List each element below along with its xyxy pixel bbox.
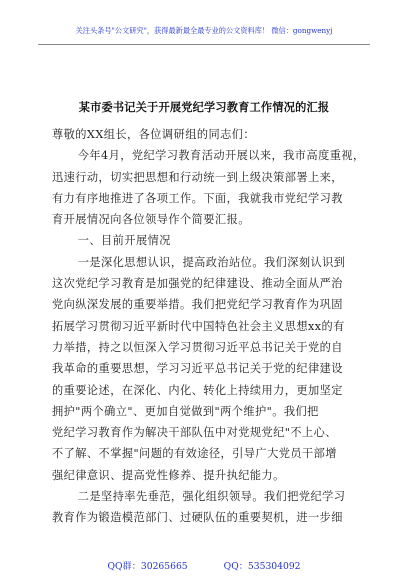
body-line: 强纪律意识、提高党性修养、提升执纪能力。 xyxy=(52,468,285,482)
section-heading: 一、目前开展情况 xyxy=(77,234,171,248)
body-line: 有力有序地推进了各项工作。下面，我就我市党纪学习教 xyxy=(52,191,343,205)
body-line: 这次党纪学习教育是加强党的纪律建设、推动全面从严治 xyxy=(52,277,343,291)
page-footer xyxy=(0,558,408,572)
body-line: 拓展学习贯彻习近平新时代中国特色社会主义思想xx的有 xyxy=(52,319,345,333)
document-body xyxy=(52,124,365,529)
salutation: 尊敬的XX组长，各位调研组的同志们： xyxy=(52,128,256,141)
body-line: 今年4月，党纪学习教育活动开展以来，我市高度重视， xyxy=(77,149,365,163)
body-line: 拥护"两个确立"、更加自觉做到"两个维护"。我们把 xyxy=(52,404,319,418)
qq-group-number: QQ群：30265665 xyxy=(107,561,188,572)
body-line: 党纪学习教育作为解决干部队伍中对党规党纪"不上心、 xyxy=(52,426,337,440)
body-line: 一是深化思想认识，提高政治站位。我们深刻认识到 xyxy=(77,255,346,269)
body-line: 二是坚持率先垂范，强化组织领导。我们把党纪学习 xyxy=(77,490,346,504)
document-title: 某市委书记关于开展党纪学习教育工作情况的汇报 xyxy=(78,100,330,114)
body-line: 迅速行动，切实把思想和行动统一到上级决策部署上来， xyxy=(52,170,343,184)
body-line: 育开展情况向各位领导作个简要汇报。 xyxy=(52,213,250,227)
body-line: 的重要论述，在深化、内化、转化上持续用力，更加坚定 xyxy=(52,383,343,397)
body-line: 教育作为锻造模范部门、过硬队伍的重要契机，进一步细 xyxy=(52,511,343,525)
body-line: 不了解、不掌握"问题的有效途径，引导广大党员干部增 xyxy=(52,447,337,461)
body-line: 党向纵深发展的重要举措。我们把党纪学习教育作为巩固 xyxy=(52,298,343,312)
page-header-banner: 关注头条号"公文研究"，获得最新最全最专业的公文资料库！ 微信：gongwenyj xyxy=(75,26,333,35)
header-divider xyxy=(38,44,370,45)
qq-number: QQ：535304092 xyxy=(223,561,301,572)
body-line: 我革命的重要思想，学习习近平总书记关于党的纪律建设 xyxy=(52,362,343,376)
body-line: 力举措，持之以恒深入学习贯彻习近平总书记关于党的自 xyxy=(52,340,343,354)
